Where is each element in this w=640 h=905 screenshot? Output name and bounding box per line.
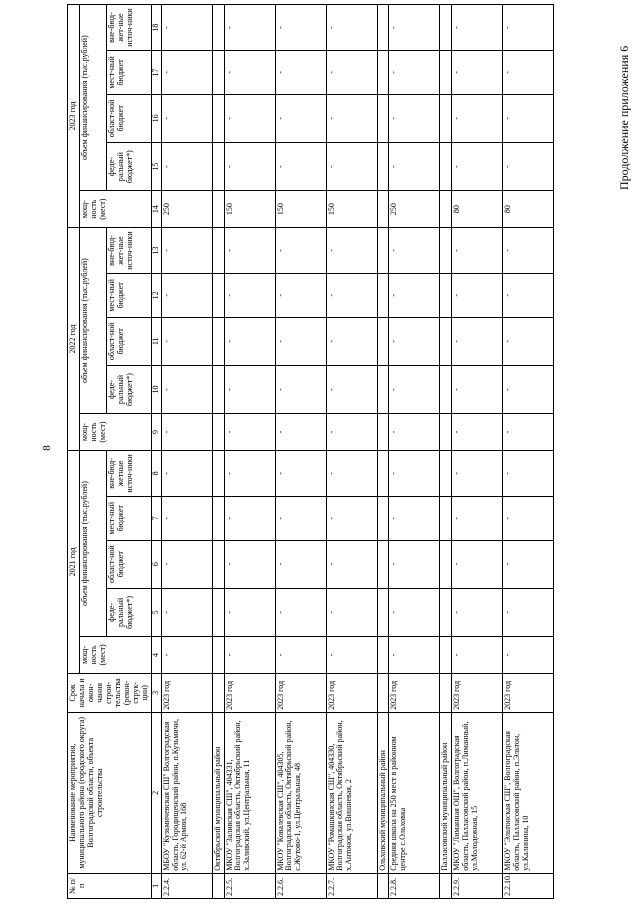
object-name: МКОУ "Эльтонская СШ", Волгоградская область, Палласовский район, п.Эльтон, ул.Калинина, 10 <box>503 712 554 873</box>
district-name: Ольховский муниципальный район <box>377 712 389 873</box>
value-dash: - <box>326 228 377 274</box>
empty-cell <box>377 191 389 228</box>
value-dash: - <box>503 637 554 674</box>
district-section-row <box>377 5 389 899</box>
federal-header: феде-ральный бюджет*) <box>106 365 151 413</box>
value-dash: - <box>326 143 377 191</box>
value-dash: - <box>389 414 440 451</box>
value-dash: - <box>503 365 554 413</box>
value-dash: - <box>326 5 377 51</box>
empty-cell <box>440 496 452 540</box>
capacity-2023: 80 <box>503 191 554 228</box>
value-dash: - <box>161 637 212 674</box>
value-dash: - <box>224 274 275 318</box>
district-name: Октябрьский муниципальный район <box>212 712 224 873</box>
value-dash: - <box>275 450 326 496</box>
value-dash: - <box>326 414 377 451</box>
value-dash: - <box>326 450 377 496</box>
empty-cell <box>440 317 452 365</box>
value-dash: - <box>224 450 275 496</box>
value-dash: - <box>503 540 554 588</box>
district-section-row <box>212 5 224 899</box>
value-dash: - <box>326 317 377 365</box>
value-dash: - <box>389 317 440 365</box>
value-dash: - <box>275 540 326 588</box>
empty-cell <box>212 496 224 540</box>
empty-cell <box>440 588 452 636</box>
column-index-cell: 9 <box>151 414 161 451</box>
value-dash: - <box>452 317 503 365</box>
value-dash: - <box>452 365 503 413</box>
empty-cell <box>212 673 224 712</box>
table-row <box>275 5 326 899</box>
value-dash: - <box>161 414 212 451</box>
value-dash: - <box>326 274 377 318</box>
col-name-header: Наименование мероприятия, муниципального района (городского округа) Волгоградской области, объекта строительства <box>68 712 152 873</box>
value-dash: - <box>389 365 440 413</box>
value-dash: - <box>503 450 554 496</box>
value-dash: - <box>389 540 440 588</box>
value-dash: - <box>161 540 212 588</box>
object-name: МБОУ "Кузьмичевская СШ" Волгоградская область, Городищенский район, п.Кузьмичи, ул. 62-й Армии, 168 <box>161 712 212 873</box>
row-number: 2.2.6. <box>275 873 326 898</box>
column-index-cell: 7 <box>151 496 161 540</box>
table-row <box>224 5 275 899</box>
value-dash: - <box>389 496 440 540</box>
value-dash: - <box>275 414 326 451</box>
empty-cell <box>377 365 389 413</box>
value-dash: - <box>326 51 377 95</box>
value-dash: - <box>161 317 212 365</box>
empty-cell <box>440 540 452 588</box>
empty-cell <box>440 274 452 318</box>
value-dash: - <box>452 496 503 540</box>
column-index-cell: 11 <box>151 317 161 365</box>
empty-cell <box>440 228 452 274</box>
value-dash: - <box>503 94 554 142</box>
value-dash: - <box>326 94 377 142</box>
column-index-cell: 17 <box>151 51 161 95</box>
value-dash: - <box>452 228 503 274</box>
column-index-cell: 1 <box>151 873 161 898</box>
column-index-cell: 8 <box>151 450 161 496</box>
empty-cell <box>377 94 389 142</box>
value-dash: - <box>275 365 326 413</box>
empty-cell <box>377 637 389 674</box>
value-dash: - <box>452 5 503 51</box>
value-dash: - <box>224 365 275 413</box>
column-index-cell: 2 <box>151 712 161 873</box>
value-dash: - <box>503 496 554 540</box>
value-dash: - <box>326 588 377 636</box>
extra-header: вне-бюд-жет-ные источ-ники <box>106 5 151 51</box>
column-index-cell: 12 <box>151 274 161 318</box>
capacity-2023: 250 <box>161 191 212 228</box>
column-index-cell: 4 <box>151 637 161 674</box>
column-index-cell: 13 <box>151 228 161 274</box>
empty-cell <box>377 414 389 451</box>
capacity-2023: 150 <box>326 191 377 228</box>
value-dash: - <box>161 496 212 540</box>
year-2022-header: 2022 год <box>68 228 80 451</box>
empty-cell <box>377 588 389 636</box>
empty-cell <box>440 414 452 451</box>
empty-cell <box>377 5 389 51</box>
table-row <box>389 5 440 899</box>
value-dash: - <box>224 228 275 274</box>
table-body <box>161 5 554 899</box>
value-dash: - <box>389 274 440 318</box>
empty-cell <box>377 317 389 365</box>
value-dash: - <box>224 94 275 142</box>
rotated-table-wrapper <box>67 4 620 899</box>
empty-cell <box>377 143 389 191</box>
table-row <box>161 5 212 899</box>
empty-cell <box>377 673 389 712</box>
value-dash: - <box>452 414 503 451</box>
funding-header: объем финансирования (тыс.рублей) <box>79 5 106 191</box>
value-dash: - <box>452 51 503 95</box>
capacity-2023: 150 <box>224 191 275 228</box>
value-dash: - <box>224 317 275 365</box>
appendix-title: Продолжение приложения 6 <box>617 45 631 190</box>
funding-header: объем финансирования (тыс.рублей) <box>79 228 106 414</box>
empty-cell <box>212 637 224 674</box>
construction-term: 2023 год <box>452 673 503 712</box>
value-dash: - <box>452 637 503 674</box>
capacity-header: мощ-ность (мест) <box>79 637 151 674</box>
value-dash: - <box>224 143 275 191</box>
value-dash: - <box>161 450 212 496</box>
value-dash: - <box>161 274 212 318</box>
row-number: 2.2.5. <box>224 873 275 898</box>
value-dash: - <box>326 365 377 413</box>
value-dash: - <box>275 317 326 365</box>
empty-cell <box>440 450 452 496</box>
empty-cell <box>212 414 224 451</box>
value-dash: - <box>161 5 212 51</box>
empty-cell <box>440 94 452 142</box>
value-dash: - <box>275 94 326 142</box>
value-dash: - <box>275 143 326 191</box>
column-index-cell: 6 <box>151 540 161 588</box>
funding-header: объем финансирования (тыс.рублей) <box>79 450 106 636</box>
row-number: 2.2.7. <box>326 873 377 898</box>
value-dash: - <box>389 637 440 674</box>
empty-cell <box>212 365 224 413</box>
value-dash: - <box>389 228 440 274</box>
value-dash: - <box>452 94 503 142</box>
value-dash: - <box>389 94 440 142</box>
value-dash: - <box>503 51 554 95</box>
empty-cell <box>440 365 452 413</box>
value-dash: - <box>161 143 212 191</box>
capacity-2023: 80 <box>452 191 503 228</box>
local-header: мест-ный бюджет <box>106 51 151 95</box>
column-index-cell: 14 <box>151 191 161 228</box>
extra-header: вне-бюд-жет-ные источ-ники <box>106 228 151 274</box>
capacity-header: мощ-ность (мест) <box>79 414 151 451</box>
empty-cell <box>377 496 389 540</box>
object-name: МКОУ "Заливская СШ", 404331, Волгоградская область, Октябрьский район, х.Заливский, ул.Центральная, 11 <box>224 712 275 873</box>
table-row <box>503 5 554 899</box>
value-dash: - <box>503 317 554 365</box>
column-index-row <box>151 5 161 899</box>
empty-cell <box>440 637 452 674</box>
empty-cell <box>212 5 224 51</box>
construction-term: 2023 год <box>224 673 275 712</box>
empty-cell <box>377 51 389 95</box>
value-dash: - <box>224 588 275 636</box>
construction-term: 2023 год <box>161 673 212 712</box>
federal-header: феде-ральный бюджет*) <box>106 143 151 191</box>
object-name: МКОУ "Лиманная ОШ", Волгоградская область, Палласовский район, п.Лиманный, ул.Молодежная, 15 <box>452 712 503 873</box>
table-row <box>452 5 503 899</box>
object-name: МКОУ "Ромашкинская СШ", 404330, Волгоградская область, Октябрьский район, х.Антонов, ул.Вишневая, 2 <box>326 712 377 873</box>
value-dash: - <box>503 228 554 274</box>
district-name: Палласовский муниципальный район <box>440 712 452 873</box>
value-dash: - <box>389 143 440 191</box>
value-dash: - <box>224 540 275 588</box>
empty-cell <box>212 228 224 274</box>
value-dash: - <box>452 143 503 191</box>
empty-cell <box>212 450 224 496</box>
table-row <box>326 5 377 899</box>
row-number: 2.2.10. <box>503 873 554 898</box>
empty-cell <box>212 873 224 898</box>
value-dash: - <box>161 228 212 274</box>
value-dash: - <box>161 588 212 636</box>
col-term-header: Срок начала и окон-чания строи-тельства (рекон-струк-ции) <box>68 673 152 712</box>
value-dash: - <box>275 637 326 674</box>
value-dash: - <box>161 365 212 413</box>
construction-term: 2023 год <box>503 673 554 712</box>
object-name: Средняя школа на 250 мест в районном центре с.Ольховка <box>389 712 440 873</box>
capacity-2023: 250 <box>389 191 440 228</box>
empty-cell <box>212 317 224 365</box>
empty-cell <box>212 51 224 95</box>
empty-cell <box>212 191 224 228</box>
empty-cell <box>212 143 224 191</box>
value-dash: - <box>224 51 275 95</box>
empty-cell <box>440 143 452 191</box>
construction-term: 2023 год <box>275 673 326 712</box>
value-dash: - <box>161 94 212 142</box>
empty-cell <box>440 191 452 228</box>
empty-cell <box>440 5 452 51</box>
construction-term: 2023 год <box>389 673 440 712</box>
federal-header: феде-ральный бюджет*) <box>106 588 151 636</box>
year-2023-header: 2023 год <box>68 5 80 228</box>
value-dash: - <box>452 450 503 496</box>
object-name: МКОУ "Ковалевская СШ", 404305, Волгоградская область, Октябрьский район, с.Жутово-1, ул.Центральная, 48 <box>275 712 326 873</box>
construction-term: 2023 год <box>326 673 377 712</box>
value-dash: - <box>275 496 326 540</box>
value-dash: - <box>326 540 377 588</box>
empty-cell <box>377 450 389 496</box>
value-dash: - <box>275 274 326 318</box>
col-no-header: № п/п <box>68 873 152 898</box>
local-header: мест-ный бюджет <box>106 274 151 318</box>
empty-cell <box>377 873 389 898</box>
value-dash: - <box>389 450 440 496</box>
value-dash: - <box>503 143 554 191</box>
value-dash: - <box>224 637 275 674</box>
column-index-cell: 3 <box>151 673 161 712</box>
column-index-cell: 10 <box>151 365 161 413</box>
empty-cell <box>377 274 389 318</box>
local-header: мест-ный бюджет <box>106 496 151 540</box>
empty-cell <box>377 228 389 274</box>
row-number: 2.2.8. <box>389 873 440 898</box>
empty-cell <box>212 94 224 142</box>
value-dash: - <box>389 588 440 636</box>
value-dash: - <box>275 228 326 274</box>
row-number: 2.2.9. <box>452 873 503 898</box>
row-number: 2.2.4. <box>161 873 212 898</box>
value-dash: - <box>452 274 503 318</box>
value-dash: - <box>326 637 377 674</box>
value-dash: - <box>452 540 503 588</box>
value-dash: - <box>275 5 326 51</box>
page-number: 8 <box>41 445 53 451</box>
regional-header: област-ной бюджет <box>106 540 151 588</box>
district-section-row <box>440 5 452 899</box>
column-index-cell: 5 <box>151 588 161 636</box>
value-dash: - <box>275 51 326 95</box>
value-dash: - <box>452 588 503 636</box>
column-index-cell: 18 <box>151 5 161 51</box>
empty-cell <box>212 588 224 636</box>
column-index-cell: 16 <box>151 94 161 142</box>
value-dash: - <box>503 588 554 636</box>
empty-cell <box>212 274 224 318</box>
year-2021-header: 2021 год <box>68 450 80 673</box>
value-dash: - <box>503 414 554 451</box>
value-dash: - <box>503 274 554 318</box>
empty-cell <box>440 673 452 712</box>
value-dash: - <box>224 414 275 451</box>
empty-cell <box>440 873 452 898</box>
value-dash: - <box>224 5 275 51</box>
value-dash: - <box>326 496 377 540</box>
regional-header: област-ной бюджет <box>106 317 151 365</box>
extra-header: вне-бюд-жетные источ-ники <box>106 450 151 496</box>
capacity-header: мощ-ность (мест) <box>79 191 151 228</box>
funding-table <box>67 4 554 899</box>
empty-cell <box>440 51 452 95</box>
column-index-cell: 15 <box>151 143 161 191</box>
regional-header: област-ной бюджет <box>106 94 151 142</box>
capacity-2023: 150 <box>275 191 326 228</box>
value-dash: - <box>389 5 440 51</box>
value-dash: - <box>275 588 326 636</box>
empty-cell <box>212 540 224 588</box>
value-dash: - <box>503 5 554 51</box>
value-dash: - <box>389 51 440 95</box>
value-dash: - <box>224 496 275 540</box>
value-dash: - <box>161 51 212 95</box>
empty-cell <box>377 540 389 588</box>
